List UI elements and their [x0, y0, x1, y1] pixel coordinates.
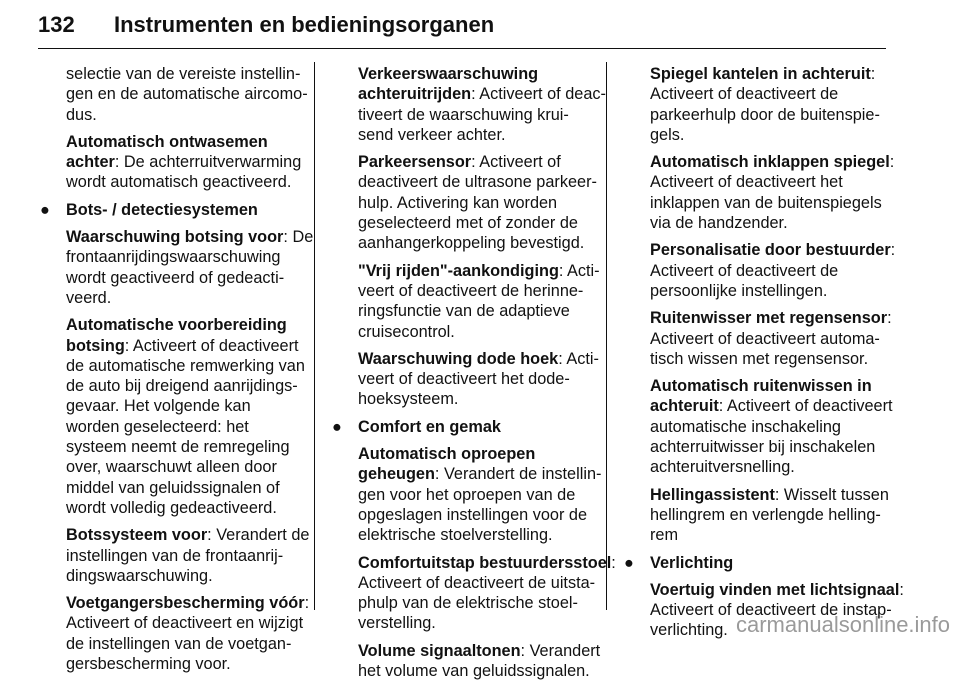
setting-description: instellingen van de frontaanrij-: [66, 546, 284, 565]
setting-entry: [66, 525, 310, 586]
setting-description: aanhangerkoppeling bevestigd.: [358, 234, 585, 253]
setting-description: :: [870, 65, 876, 83]
page-number: 132: [38, 12, 75, 37]
paragraph: [66, 64, 306, 125]
setting-description: geselecteerd met of zonder de: [358, 214, 578, 233]
term-line: [66, 593, 310, 613]
setting-description: rem: [650, 526, 679, 545]
setting-description: : Activeert of deactiveert: [718, 397, 893, 416]
setting-description: Activeert of deactiveert de uitsta-: [358, 573, 596, 592]
setting-description: opgeslagen instellingen voor de: [358, 505, 588, 524]
setting-entry: [358, 64, 606, 145]
setting-description: wordt geactiveerd of gedeacti-: [66, 268, 285, 287]
term-line: [66, 152, 306, 172]
setting-description: : Activeert of deac-: [471, 85, 606, 104]
column-divider: [606, 62, 607, 610]
setting-description: gersbescherming voor.: [66, 655, 231, 674]
setting-term: Automatisch inklappen spiegel: [650, 153, 890, 172]
setting-description: gels.: [650, 125, 685, 144]
setting-description: Activeert of deactiveert het: [650, 173, 843, 192]
term-line: [358, 349, 599, 369]
setting-entry: [358, 553, 616, 634]
setting-term: achter: [66, 153, 115, 172]
setting-description: :: [889, 153, 895, 172]
setting-description: inklappen van de buitenspiegels: [650, 193, 882, 212]
term-line: [358, 84, 606, 104]
column-divider: [314, 62, 315, 610]
setting-description: : Acti-: [558, 261, 600, 280]
bullet-icon: ●: [332, 417, 342, 436]
setting-entry: [650, 64, 890, 145]
page-header: [38, 8, 886, 49]
setting-term: Spiegel kantelen in achteruit: [650, 65, 871, 83]
setting-term: Parkeersensor: [358, 153, 472, 172]
setting-description: Activeert of deactiveert de: [650, 261, 839, 280]
setting-description: Activeert of deactiveert automa-: [650, 329, 880, 348]
bullet-label: Verlichting: [650, 553, 734, 572]
term-line: [358, 553, 616, 573]
setting-description: : Activeert of deactiveert: [124, 336, 299, 355]
bullet-label: Bots- / detectiesystemen: [66, 200, 258, 219]
bullet-icon: ●: [624, 553, 634, 572]
setting-description: frontaanrijdingswaarschuwing: [66, 248, 281, 267]
setting-description: dingswaarschuwing.: [66, 566, 213, 585]
setting-description: :: [899, 580, 904, 599]
setting-entry: [358, 261, 600, 342]
setting-description: hoeksysteem.: [358, 390, 459, 409]
term-line: [358, 641, 601, 661]
term-line: [358, 464, 602, 484]
setting-description: elektrische stoelverstelling.: [358, 526, 553, 545]
setting-term: Automatische voorbereiding: [66, 316, 287, 335]
setting-description: over, waarschuwt alleen door: [66, 458, 277, 477]
setting-description: de auto bij dreigend aanrijdings-: [66, 377, 298, 396]
setting-description: automatische inschakeling: [650, 417, 841, 436]
setting-description: cruisecontrol.: [358, 322, 455, 341]
setting-entry: [66, 227, 314, 308]
term-line: [650, 240, 896, 260]
setting-term: Ruitenwisser met regensensor: [650, 309, 888, 328]
setting-description: : Acti-: [558, 349, 599, 368]
setting-description: wordt volledig gedeactiveerd.: [66, 498, 277, 517]
term-line: [66, 336, 306, 356]
term-line: [650, 396, 893, 416]
setting-entry: [650, 485, 890, 546]
page-title: Instrumenten en bedieningsorganen: [114, 12, 495, 37]
setting-description: send verkeer achter.: [358, 125, 506, 144]
setting-term: achteruitrijden: [358, 85, 472, 104]
setting-description: : De: [283, 228, 314, 247]
setting-term: achteruit: [650, 397, 719, 416]
term-line: [650, 580, 904, 600]
setting-description: : Verandert de instellin-: [434, 465, 602, 484]
setting-term: Verkeerswaarschuwing: [358, 65, 539, 83]
setting-description: tisch wissen met regensensor.: [650, 349, 869, 368]
setting-description: verstelling.: [358, 614, 436, 633]
column-3: [622, 64, 904, 648]
setting-description: veert of deactiveert het dode-: [358, 370, 570, 389]
watermark-text: carmanualsonline.info: [736, 612, 951, 637]
setting-description: persoonlijke instellingen.: [650, 281, 828, 300]
bullet-heading: [40, 200, 306, 220]
setting-term: Voertuig vinden met lichtsignaal: [650, 580, 900, 599]
setting-description: wordt automatisch geactiveerd.: [66, 173, 292, 192]
setting-entry: [66, 593, 310, 674]
setting-term: Volume signaaltonen: [358, 641, 521, 660]
setting-entry: [358, 444, 602, 545]
term-line: [650, 64, 890, 84]
setting-description: het volume van geluidssignalen.: [358, 662, 590, 681]
setting-description: hulp. Activering kan worden: [358, 193, 558, 212]
setting-description: de instellingen van de voetgan-: [66, 634, 292, 653]
setting-description: :: [611, 553, 616, 572]
setting-description: : Wisselt tussen: [774, 485, 889, 504]
setting-description: ringsfunctie van de adaptieve: [358, 302, 570, 321]
setting-description: Activeert of deactiveert de: [650, 85, 839, 104]
term-line: [650, 152, 895, 172]
setting-term: botsing: [66, 336, 125, 355]
column-2: [330, 64, 616, 688]
setting-term: Voetgangersbescherming vóór: [66, 594, 305, 613]
setting-description: :: [304, 594, 310, 613]
setting-description: :: [887, 309, 892, 328]
setting-entry: [650, 240, 896, 301]
setting-description: Activeert of deactiveert en wijzigt: [66, 614, 304, 633]
bullet-label: Comfort en gemak: [358, 417, 501, 436]
setting-description: Activeert of deactiveert de instap-: [650, 601, 892, 620]
setting-term: Waarschuwing dode hoek: [358, 349, 559, 368]
setting-term: Personalisatie door bestuurder: [650, 241, 891, 260]
setting-entry: [650, 308, 890, 369]
setting-description: tiveert de waarschuwing krui-: [358, 105, 569, 124]
setting-entry: [650, 152, 895, 233]
setting-entry: [66, 315, 306, 518]
term-line: [66, 227, 314, 247]
setting-description: verlichting.: [650, 621, 728, 640]
setting-description: deactiveert de ultrasone parkeer-: [358, 173, 597, 192]
setting-description: de automatische remwerking van: [66, 356, 305, 375]
term-line: [650, 485, 890, 505]
bullet-heading: [332, 417, 596, 437]
setting-description: : Verandert de: [207, 526, 310, 545]
setting-term: Automatisch oproepen: [358, 445, 536, 464]
setting-entry: [66, 132, 306, 193]
setting-term: "Vrij rijden"-aankondiging: [358, 261, 559, 280]
setting-description: : Verandert: [520, 641, 601, 660]
setting-description: parkeerhulp door de buitenspie-: [650, 105, 880, 124]
setting-description: phulp van de elektrische stoel-: [358, 594, 578, 613]
setting-description: veerd.: [66, 288, 112, 307]
setting-entry: [358, 641, 601, 682]
setting-description: veert of deactiveert de herinne-: [358, 281, 584, 300]
setting-term: Comfortuitstap bestuurdersstoel: [358, 553, 612, 572]
setting-description: achterruitwisser bij inschakelen: [650, 438, 876, 457]
column-1: [38, 64, 314, 681]
setting-term: Automatisch ontwasemen: [66, 132, 268, 151]
bullet-icon: ●: [40, 200, 50, 219]
term-line: [358, 152, 596, 172]
setting-entry: [358, 152, 596, 253]
setting-term: geheugen: [358, 465, 435, 484]
text-line: gen en de automatische aircomo-: [66, 85, 308, 104]
setting-entry: [358, 349, 599, 410]
setting-term: Automatisch ruitenwissen in: [650, 377, 872, 396]
bullet-heading: [624, 553, 890, 573]
setting-description: : Activeert of: [471, 153, 561, 172]
setting-term: Hellingassistent: [650, 485, 775, 504]
setting-description: worden geselecteerd: het: [66, 417, 249, 436]
setting-description: :: [890, 241, 896, 260]
term-line: [358, 261, 600, 281]
setting-description: systeem neemt de remregeling: [66, 438, 290, 457]
setting-entry: [650, 376, 893, 477]
setting-description: middel van geluidssignalen of: [66, 478, 280, 497]
term-line: [66, 525, 310, 545]
text-line: dus.: [66, 105, 97, 124]
setting-description: gevaar. Het volgende kan: [66, 397, 251, 416]
setting-description: hellingrem en verlengde helling-: [650, 505, 881, 524]
setting-description: via de handzender.: [650, 214, 788, 233]
term-line: [650, 308, 890, 328]
text-line: selectie van de vereiste instellin-: [66, 65, 301, 83]
setting-description: achteruitversnelling.: [650, 458, 795, 477]
setting-term: Waarschuwing botsing voor: [66, 228, 284, 247]
setting-description: : De achterruitverwarming: [114, 153, 302, 172]
setting-term: Botssysteem voor: [66, 526, 208, 545]
setting-description: gen voor het oproepen van de: [358, 485, 576, 504]
